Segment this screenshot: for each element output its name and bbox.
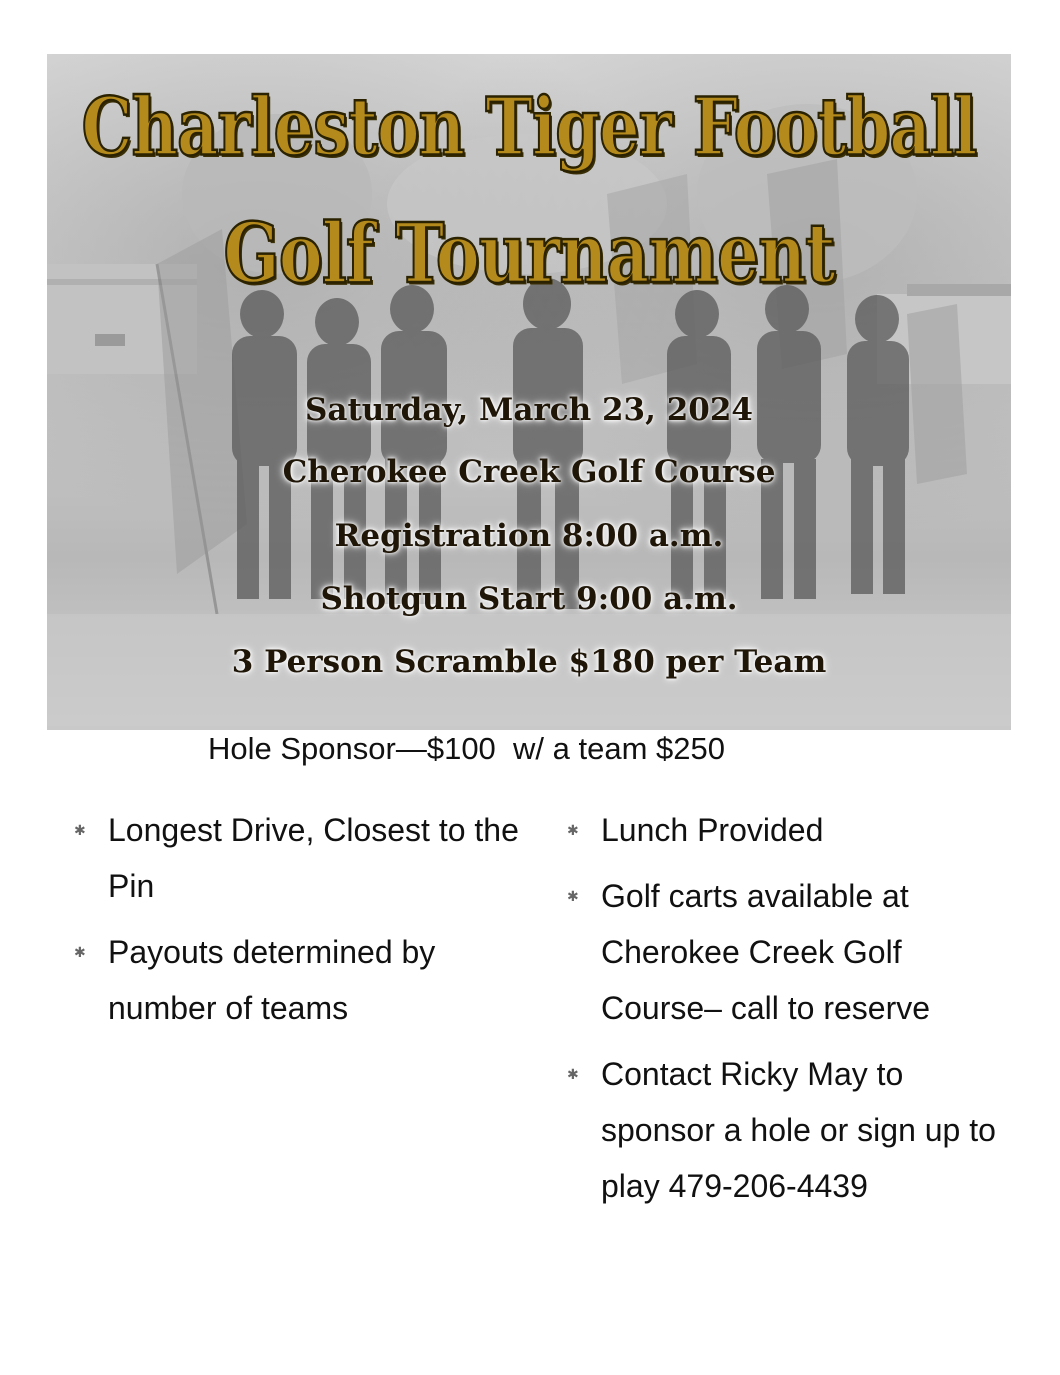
hole-sponsor-pricing: Hole Sponsor—$100 w/ a team $250 (208, 731, 725, 766)
event-location: Cherokee Creek Golf Course (282, 454, 776, 490)
list-item-text: Longest Drive, Closest to the Pin (108, 812, 519, 904)
list-item-text: Golf carts available at Cherokee Creek Golf Course– call to reserve (601, 878, 931, 1026)
scramble-format: 3 Person Scramble $180 per Team (231, 644, 827, 680)
left-info-list (62, 802, 522, 1046)
registration-time: Registration 8:00 a.m. (334, 518, 724, 554)
star-bullet-icon: ✱ (567, 888, 579, 904)
event-date: Saturday, March 23, 2024 (304, 392, 753, 428)
star-bullet-icon: ✱ (567, 822, 579, 838)
list-item (62, 802, 522, 914)
star-bullet-icon: ✱ (567, 1066, 579, 1082)
list-item (555, 1046, 1025, 1214)
right-info-list (555, 802, 1025, 1224)
list-item-text: Contact Ricky May to sponsor a hole or sign up to play 479-206-4439 (601, 1056, 996, 1204)
list-item (62, 924, 522, 1036)
list-item (555, 868, 1025, 1036)
title-line-1: Charleston Tiger Football (81, 80, 977, 175)
shotgun-start-time: Shotgun Start 9:00 a.m. (320, 581, 738, 617)
star-bullet-icon: ✱ (74, 822, 86, 838)
header-banner (47, 54, 1011, 730)
list-item (555, 802, 1025, 858)
list-item-text: Lunch Provided (601, 812, 824, 848)
title-line-2: Golf Tournament (223, 204, 835, 302)
list-item-text: Payouts determined by number of teams (108, 934, 436, 1026)
star-bullet-icon: ✱ (74, 944, 86, 960)
